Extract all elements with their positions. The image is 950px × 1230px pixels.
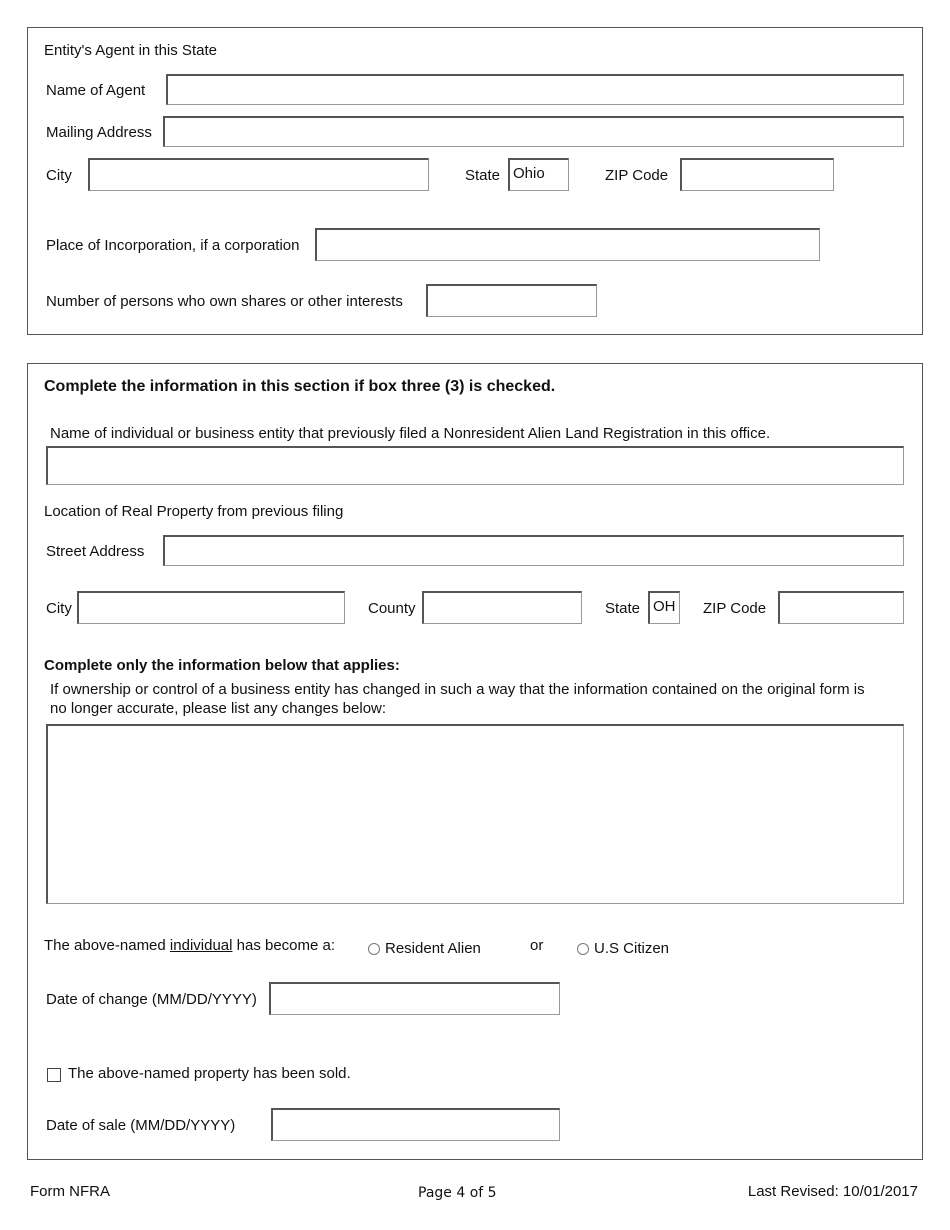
status-individual: individual (169, 937, 233, 954)
agent-zip-field[interactable] (680, 158, 834, 191)
owners-count-field[interactable] (426, 284, 597, 317)
property-city-field[interactable] (77, 591, 345, 624)
date-change-field[interactable] (269, 982, 560, 1015)
street-address-label: Street Address (46, 543, 145, 560)
agent-section-heading: Entity's Agent in this State (44, 42, 217, 59)
footer-form-name: Form NFRA (30, 1183, 110, 1200)
incorporation-label: Place of Incorporation, if a corporation (46, 237, 300, 254)
changes-instructions-line1: If ownership or control of a business entity has changed in such a way that the information contained on the original form is (50, 681, 865, 698)
resident-alien-radio[interactable] (368, 943, 380, 955)
applies-heading: Complete only the information below that applies: (44, 657, 400, 674)
agent-zip-label: ZIP Code (605, 167, 669, 184)
footer-last-revised: Last Revised: 10/01/2017 (747, 1183, 918, 1200)
county-field[interactable] (422, 591, 582, 624)
property-zip-field[interactable] (778, 591, 904, 624)
status-statement (44, 937, 335, 954)
agent-name-label: Name of Agent (46, 82, 146, 99)
property-sold-checkbox[interactable] (47, 1068, 61, 1082)
box3-section-heading: Complete the information in this section if box three (3) is checked. (44, 378, 556, 395)
prev-filer-label: Name of individual or business entity that previously filed a Nonresident Alien Land Registration in this office. (50, 425, 771, 442)
footer-page-number: Page 4 of 5 (418, 1185, 497, 1201)
date-change-label: Date of change (MM/DD/YYYY) (46, 991, 257, 1008)
property-zip-label: ZIP Code (703, 600, 767, 617)
incorporation-field[interactable] (315, 228, 820, 261)
us-citizen-radio[interactable] (577, 943, 589, 955)
resident-alien-label: Resident Alien (385, 940, 481, 957)
date-sale-label: Date of sale (MM/DD/YYYY) (46, 1117, 236, 1134)
location-heading: Location of Real Property from previous filing (44, 503, 344, 520)
agent-city-field[interactable] (88, 158, 429, 191)
mailing-address-field[interactable] (163, 116, 904, 147)
street-address-field[interactable] (163, 535, 904, 566)
prev-filer-field[interactable] (46, 446, 904, 485)
property-state-label: State (605, 600, 641, 617)
agent-name-field[interactable] (166, 74, 904, 105)
status-prefix: The above-named (44, 937, 170, 954)
date-sale-field[interactable] (271, 1108, 560, 1141)
property-city-label: City (46, 600, 72, 617)
changes-instructions-line2: no longer accurate, please list any changes below: (50, 700, 387, 717)
changes-textarea[interactable] (46, 724, 904, 904)
owners-count-label: Number of persons who own shares or other interests (46, 293, 403, 310)
agent-city-label: City (46, 167, 72, 184)
us-citizen-label: U.S Citizen (594, 940, 670, 957)
status-suffix: has become a: (232, 937, 336, 954)
mailing-address-label: Mailing Address (46, 124, 152, 141)
agent-state-label: State (465, 167, 501, 184)
or-text: or (530, 937, 544, 954)
county-label: County (368, 600, 416, 617)
property-state-field[interactable]: OH (648, 591, 680, 624)
agent-state-field[interactable]: Ohio (508, 158, 569, 191)
property-sold-label: The above-named property has been sold. (68, 1065, 351, 1082)
